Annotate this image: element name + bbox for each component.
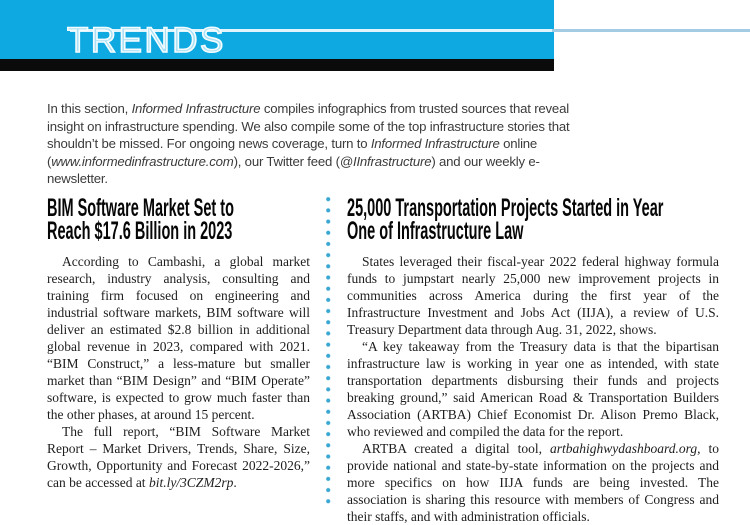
article-paragraph: According to Cambashi, a global market research, industry analysis, consulting and training firm focused on engineering and industrial software markets, BIM software will deliver an estimated $2.8 billion in additional global revenue in 2023, compared with 2021. “BIM Construct,” a less-mature but smaller market than “BIM Design” and “BIM Operate” software, is expected to grow much faster than the other phases, at around 15 percent. [47, 254, 310, 422]
headline-line: BIM Software Market Set to [47, 194, 234, 222]
article-paragraph: The full report, “BIM Software Market Report – Market Drivers, Trends, Share, Size, Growth, Opportunity and Forecast 2022-2026,” can be accessed at bit.ly/3CZM2rp. [47, 424, 310, 490]
article-transportation-projects [347, 194, 719, 525]
article-headline [47, 194, 234, 245]
headline-line: One of Infrastructure Law [347, 217, 524, 245]
section-intro-paragraph: In this section, Informed Infrastructure compiles infographics from trusted sources that reveal insight on infrastructure spending. We also compile some of the top infrastructure stories that shouldn’t be missed. For ongoing news coverage, turn to Informed Infrastructure online (www.informedinfrastructure.com), our Twitter feed (@IInfrastructure) and our weekly e-newsletter. [47, 101, 570, 186]
headline-line: 25,000 Transportation Projects Started in Year [347, 194, 664, 222]
article-paragraph: ARTBA created a digital tool, artbahighwydashboard.org, to provide national and state-by-state information on the projects and more specifics on how IIJA funds are being invested. The association is sharing this resource with members of Congress and their staffs, and with administration officials. [347, 441, 719, 524]
article-headline [347, 194, 664, 245]
article-body [47, 253, 310, 491]
dotted-column-divider [325, 196, 332, 506]
banner-black-bar [0, 59, 554, 71]
headline-line: Reach $17.6 Billion in 2023 [47, 217, 233, 245]
article-paragraph: “A key takeaway from the Treasury data is that the bipartisan infrastructure law is working in year one as intended, with state transportation departments disbursing their funds and projects breaking ground,” said American Road & Transportation Builders Association (ARTBA) Chief Economist Dr. Alison Premo Black, who reviewed and compiled the data for the report. [347, 339, 719, 439]
article-bim-software [47, 194, 310, 491]
article-body [347, 253, 719, 525]
article-paragraph: States leveraged their fiscal-year 2022 federal highway formula funds to jumpstart nearly 25,000 new improvement projects in communities across America during the first year of the Infrastructure Investment and Jobs Act (IIJA), a review of U.S. Treasury Department data through Aug. 31, 2022, shows. [347, 254, 719, 337]
section-title: TRENDS [67, 21, 226, 60]
